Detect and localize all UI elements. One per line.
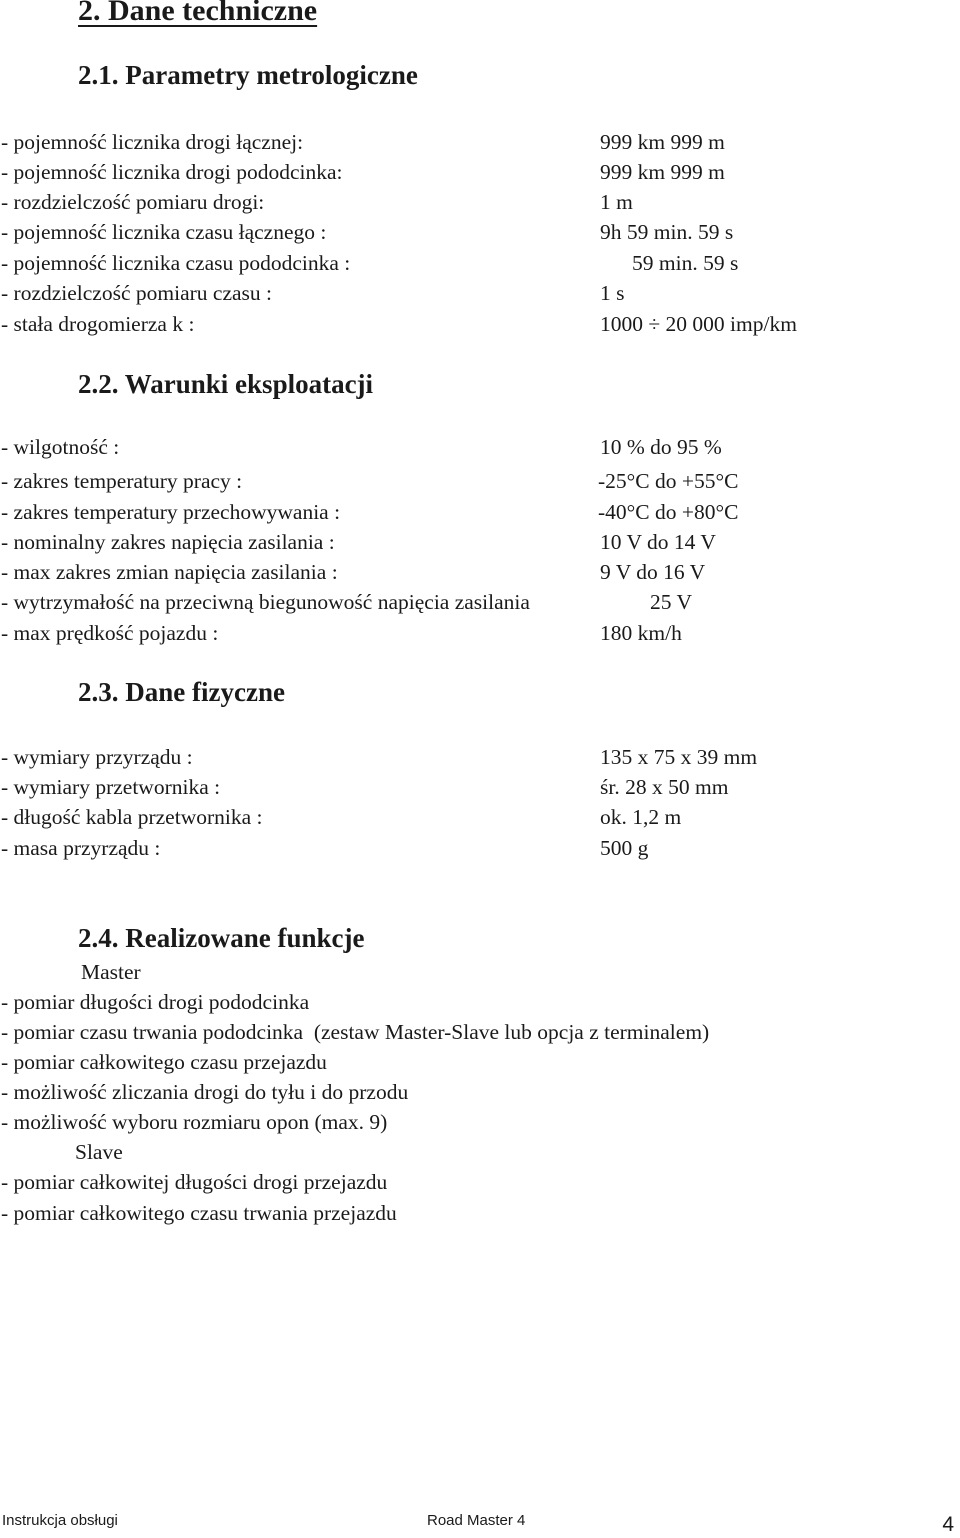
spec-label: - rozdzielczość pomiaru czasu :	[1, 281, 273, 305]
page-number: 4	[942, 1513, 954, 1536]
spec-value: 1 m	[600, 190, 633, 214]
function-item	[0, 1167, 960, 1197]
function-item	[0, 1077, 960, 1107]
spec-label: - zakres temperatury przechowywania :	[1, 500, 341, 524]
spec-row	[0, 802, 960, 832]
section-heading-2-1: 2.1. Parametry metrologiczne	[78, 60, 418, 90]
spec-value: 1000 ÷ 20 000 imp/km	[600, 312, 797, 336]
function-text: - pomiar całkowitej długości drogi przejazdu	[1, 1170, 388, 1194]
spec-row	[0, 432, 960, 462]
spec-value: 59 min. 59 s	[632, 251, 739, 275]
spec-row	[0, 248, 960, 278]
footer-left: Instrukcja obsługi	[2, 1512, 118, 1529]
function-item	[0, 1198, 960, 1228]
spec-row	[0, 278, 960, 308]
page-title: 2. Dane techniczne	[78, 0, 318, 27]
slave-label: Slave	[75, 1140, 123, 1164]
section-heading-2-3: 2.3. Dane fizyczne	[78, 677, 285, 707]
function-item	[0, 1107, 960, 1137]
spec-label: - max prędkość pojazdu :	[1, 621, 219, 645]
spec-value: 999 km 999 m	[600, 130, 725, 154]
spec-row	[0, 772, 960, 802]
spec-label: - masa przyrządu :	[1, 836, 161, 860]
footer-center: Road Master 4	[427, 1512, 526, 1529]
spec-label: - max zakres zmian napięcia zasilania :	[1, 560, 338, 584]
spec-label: - wytrzymałość na przeciwną biegunowość napięcia zasilania	[1, 590, 530, 614]
spec-row	[0, 187, 960, 217]
function-item	[0, 987, 960, 1017]
spec-row	[0, 527, 960, 557]
function-text: - pomiar całkowitego czasu trwania przejazdu	[1, 1201, 397, 1225]
spec-label: - rozdzielczość pomiaru drogi:	[1, 190, 265, 214]
function-item	[0, 1047, 960, 1077]
spec-value: 999 km 999 m	[600, 160, 725, 184]
spec-label: - wilgotność :	[1, 435, 120, 459]
spec-label: - pojemność licznika czasu pododcinka :	[1, 251, 351, 275]
function-text: - możliwość wyboru rozmiaru opon (max. 9)	[1, 1110, 388, 1134]
spec-row	[0, 127, 960, 157]
spec-label: - nominalny zakres napięcia zasilania :	[1, 530, 335, 554]
spec-label: - pojemność licznika czasu łącznego :	[1, 220, 327, 244]
spec-label: - stała drogomierza k :	[1, 312, 195, 336]
section-heading-2-2: 2.2. Warunki eksploatacji	[78, 369, 374, 399]
spec-label: - zakres temperatury pracy :	[1, 469, 243, 493]
spec-row	[0, 618, 960, 648]
spec-label: - pojemność licznika drogi łącznej:	[1, 130, 304, 154]
spec-value: 9h 59 min. 59 s	[600, 220, 734, 244]
spec-row	[0, 557, 960, 587]
spec-row	[0, 217, 960, 247]
spec-value: 25 V	[650, 590, 693, 614]
function-text: - pomiar długości drogi pododcinka	[1, 990, 310, 1014]
spec-value: -40°C do +80°C	[598, 500, 739, 524]
spec-value: śr. 28 x 50 mm	[600, 775, 729, 799]
spec-row	[0, 309, 960, 339]
spec-row	[0, 742, 960, 772]
spec-label: - długość kabla przetwornika :	[1, 805, 263, 829]
spec-row	[0, 466, 960, 496]
spec-value: ok. 1,2 m	[600, 805, 682, 829]
spec-value: -25°C do +55°C	[598, 469, 739, 493]
spec-row	[0, 833, 960, 863]
spec-row	[0, 157, 960, 187]
function-item	[0, 1017, 960, 1047]
spec-value: 10 % do 95 %	[600, 435, 722, 459]
spec-value: 9 V do 16 V	[600, 560, 706, 584]
section-heading-2-4: 2.4. Realizowane funkcje	[78, 923, 365, 953]
spec-label: - pojemność licznika drogi pododcinka:	[1, 160, 343, 184]
function-text: - możliwość zliczania drogi do tyłu i do przodu	[1, 1080, 409, 1104]
spec-label: - wymiary przyrządu :	[1, 745, 193, 769]
function-text: - pomiar czasu trwania pododcinka (zestaw Master-Slave lub opcja z terminalem)	[1, 1020, 710, 1044]
function-text: - pomiar całkowitego czasu przejazdu	[1, 1050, 327, 1074]
master-label: Master	[81, 960, 141, 984]
spec-label: - wymiary przetwornika :	[1, 775, 221, 799]
spec-value: 10 V do 14 V	[600, 530, 716, 554]
spec-value: 135 x 75 x 39 mm	[600, 745, 758, 769]
spec-row	[0, 497, 960, 527]
spec-value: 500 g	[600, 836, 649, 860]
spec-value: 180 km/h	[600, 621, 682, 645]
spec-value: 1 s	[600, 281, 625, 305]
spec-row	[0, 587, 960, 617]
